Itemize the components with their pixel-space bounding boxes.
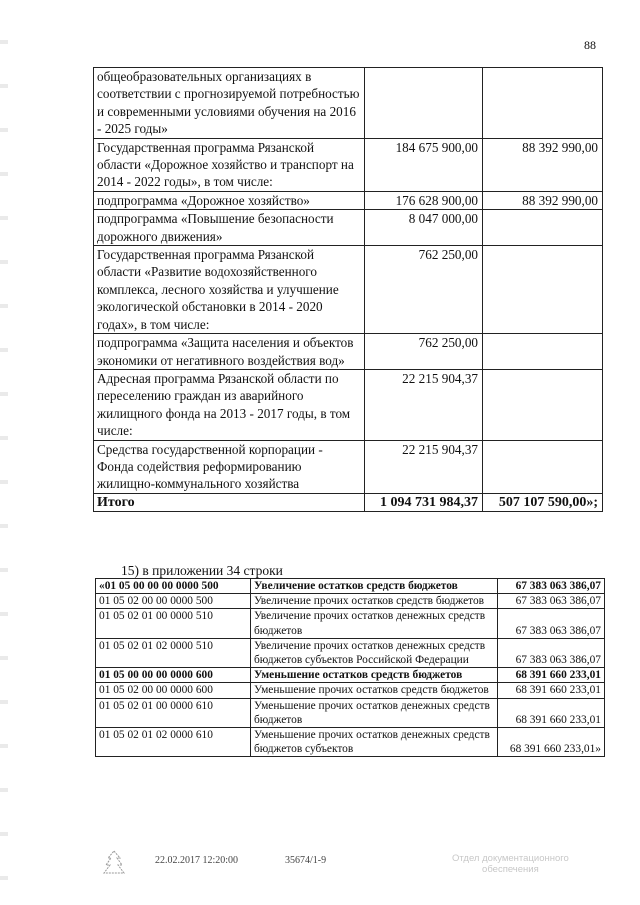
program-name: подпрограмма «Дорожное хозяйство» <box>94 191 365 209</box>
table-row <box>94 68 603 139</box>
program-name: Средства государственной корпорации - Фонда содействия реформированию жилищно-коммунального хозяйства <box>94 440 365 493</box>
amount-cell: 88 392 990,00 <box>483 191 603 209</box>
budget-amount: 67 383 063 386,07 <box>498 609 605 638</box>
amount-cell: 22 215 904,37 <box>365 369 483 440</box>
table-row <box>96 683 605 698</box>
amount-cell: 176 628 900,00 <box>365 191 483 209</box>
total-label: Итого <box>94 493 365 511</box>
budget-amount: 67 383 063 386,07 <box>498 594 605 609</box>
total-amount: 1 094 731 984,37 <box>365 493 483 511</box>
amount-cell <box>483 369 603 440</box>
program-name: общеобразовательных организациях в соответствии с прогнозируемой потребностью и современными условиями обучения на 2016 - 2025 годы» <box>94 68 365 139</box>
table-row <box>94 369 603 440</box>
amount-cell: 22 215 904,37 <box>365 440 483 493</box>
table-row <box>94 191 603 209</box>
section-heading: 15) в приложении 34 строки <box>121 563 283 578</box>
table-row <box>96 594 605 609</box>
total-row <box>94 493 603 511</box>
table-row <box>96 609 605 638</box>
scan-edge-artifact <box>0 0 8 905</box>
budget-description: Увеличение прочих остатков денежных средств бюджетов субъектов Российской Федерации <box>251 638 498 667</box>
amount-cell: 762 250,00 <box>365 246 483 334</box>
table-row <box>94 210 603 246</box>
table-row <box>94 440 603 493</box>
amount-cell <box>483 68 603 139</box>
budget-code: «01 05 00 00 00 0000 500 <box>96 579 251 594</box>
amount-cell: 8 047 000,00 <box>365 210 483 246</box>
budget-amount: 67 383 063 386,07 <box>498 638 605 667</box>
footer-doc-id: 35674/1-9 <box>285 855 327 866</box>
budget-amount: 68 391 660 233,01 <box>498 683 605 698</box>
budget-code: 01 05 02 00 00 0000 600 <box>96 683 251 698</box>
table-row <box>96 638 605 667</box>
budget-balances-table <box>95 578 605 757</box>
table-row <box>94 246 603 334</box>
table-row <box>96 698 605 727</box>
budget-description: Увеличение остатков средств бюджетов <box>251 579 498 594</box>
programs-table <box>93 67 603 512</box>
table-row <box>96 668 605 683</box>
table-row <box>94 138 603 191</box>
watermark-stamp: Отдел документационного обеспечения <box>452 853 569 875</box>
amount-cell <box>483 440 603 493</box>
table-row <box>96 728 605 757</box>
budget-amount: 67 383 063 386,07 <box>498 579 605 594</box>
program-name: Адресная программа Рязанской области по переселению граждан из аварийного жилищного фонда на 2013 - 2017 годы, в том числе: <box>94 369 365 440</box>
budget-amount: 68 391 660 233,01 <box>498 668 605 683</box>
amount-cell: 762 250,00 <box>365 334 483 370</box>
amount-cell <box>483 246 603 334</box>
program-name: подпрограмма «Защита населения и объектов экономики от негативного воздействия вод» <box>94 334 365 370</box>
amount-cell <box>483 210 603 246</box>
budget-amount: 68 391 660 233,01 <box>498 698 605 727</box>
amount-cell <box>483 334 603 370</box>
total-amount: 507 107 590,00»; <box>483 493 603 511</box>
amount-cell: 184 675 900,00 <box>365 138 483 191</box>
budget-amount: 68 391 660 233,01» <box>498 728 605 757</box>
program-name: Государственная программа Рязанской области «Дорожное хозяйство и транспорт на 2014 - 2022 годы», в том числе: <box>94 138 365 191</box>
budget-code: 01 05 02 01 02 0000 610 <box>96 728 251 757</box>
budget-description: Увеличение прочих остатков средств бюджетов <box>251 594 498 609</box>
registration-stamp-icon <box>100 848 128 876</box>
budget-code: 01 05 02 01 00 0000 510 <box>96 609 251 638</box>
program-name: подпрограмма «Повышение безопасности дорожного движения» <box>94 210 365 246</box>
budget-description: Уменьшение прочих остатков средств бюджетов <box>251 683 498 698</box>
budget-description: Увеличение прочих остатков денежных средств бюджетов <box>251 609 498 638</box>
program-name: Государственная программа Рязанской области «Развитие водохозяйственного комплекса, лесного хозяйства и улучшение экологической обстановки в 2014 - 2020 годах», в том числе: <box>94 246 365 334</box>
budget-code: 01 05 02 01 02 0000 510 <box>96 638 251 667</box>
table-row <box>96 579 605 594</box>
budget-code: 01 05 02 01 00 0000 610 <box>96 698 251 727</box>
budget-code: 01 05 02 00 00 0000 500 <box>96 594 251 609</box>
budget-description: Уменьшение остатков средств бюджетов <box>251 668 498 683</box>
amount-cell <box>365 68 483 139</box>
table-row <box>94 334 603 370</box>
amount-cell: 88 392 990,00 <box>483 138 603 191</box>
budget-code: 01 05 00 00 00 0000 600 <box>96 668 251 683</box>
budget-description: Уменьшение прочих остатков денежных средств бюджетов субъектов <box>251 728 498 757</box>
footer-datetime: 22.02.2017 12:20:00 <box>155 855 239 866</box>
page-number: 88 <box>584 38 596 52</box>
budget-description: Уменьшение прочих остатков денежных средств бюджетов <box>251 698 498 727</box>
